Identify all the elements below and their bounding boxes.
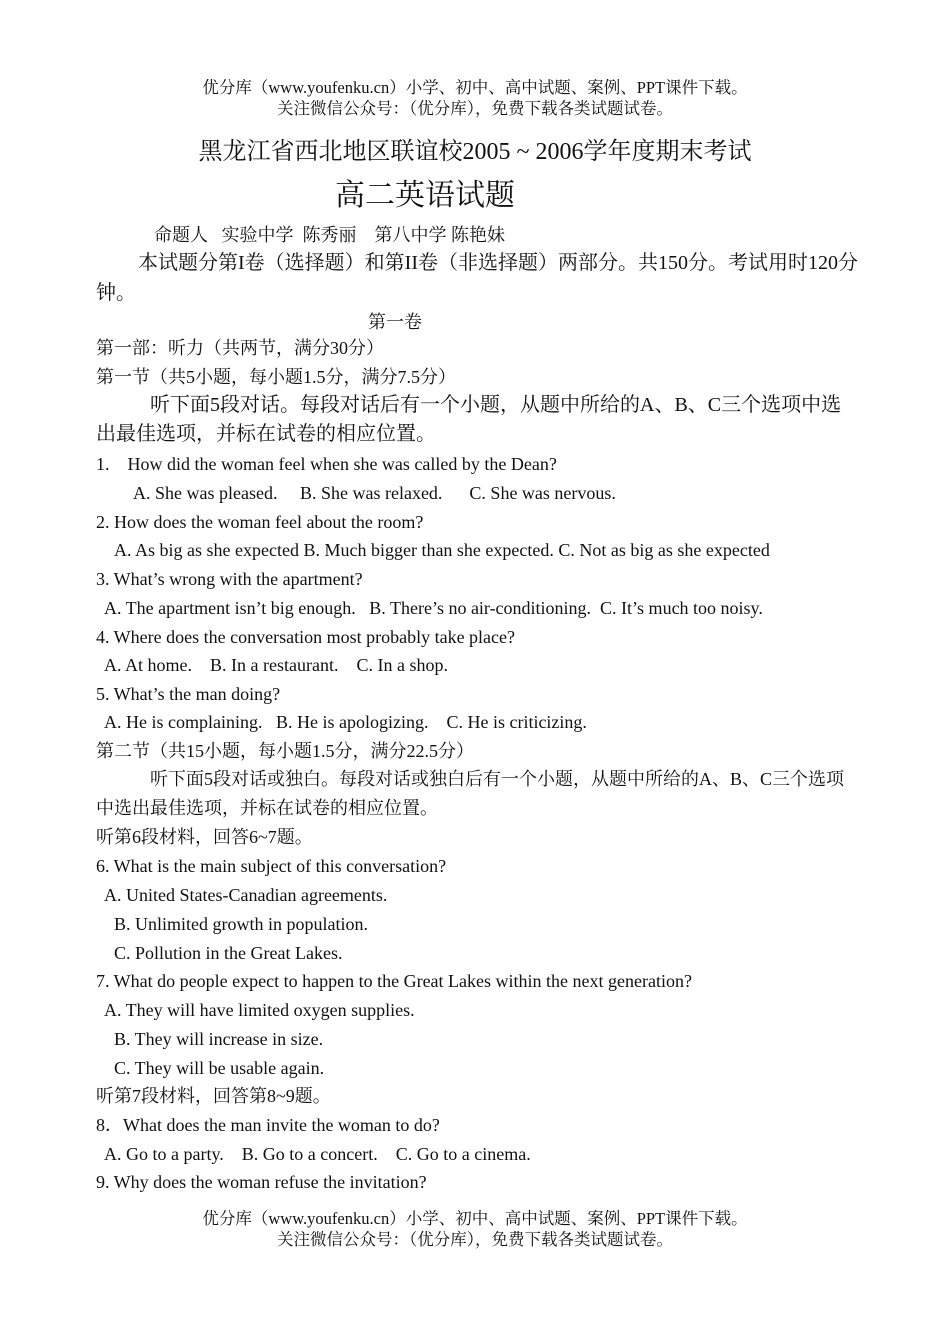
question-6-option-a: A. United States-Canadian agreements. (104, 885, 388, 905)
question-7-option-a: A. They will have limited oxygen supplies. (104, 1000, 415, 1020)
exam-intro: 本试题分第I卷（选择题）和第II卷（非选择题）两部分。共150分。考试用时120分钟。 (96, 252, 858, 304)
section2-heading: 第二节（共15小题，每小题1.5分，满分22.5分） (96, 741, 474, 761)
header-watermark-line1: 优分库（www.youfenku.cn）小学、初中、高中试题、案例、PPT课件下载。 (202, 78, 748, 97)
section2-instruction: 听下面5段对话或独白。每段对话或独白后有一个小题，从题中所给的A、B、C三个选项中选出最佳选项，并标在试卷的相应位置。 (96, 769, 845, 818)
question-3-options: A. The apartment isn’t big enough. B. There’s no air-conditioning. C. It’s much too noisy. (104, 598, 763, 618)
part1-heading: 第一部：听力（共两节，满分30分） (96, 338, 384, 358)
volume-heading: 第一卷 (368, 312, 422, 332)
question-4-options: A. At home. B. In a restaurant. C. In a shop. (104, 655, 448, 675)
section1-instruction: 听下面5段对话。每段对话后有一个小题，从题中所给的A、B、C三个选项中选出最佳选项，并标在试卷的相应位置。 (96, 394, 842, 445)
footer-watermark-line2: 关注微信公众号：（优分库），免费下载各类试题试卷。 (277, 1230, 673, 1249)
question-9: 9. Why does the woman refuse the invitation? (96, 1172, 427, 1192)
exam-title: 黑龙江省西北地区联谊校2005 ~ 2006学年度期末考试 (198, 139, 752, 165)
exam-authors: 命题人 实验中学 陈秀丽 第八中学 陈艳妹 (154, 225, 505, 245)
header-watermark-line2: 关注微信公众号：（优分库），免费下载各类试题试卷。 (277, 99, 673, 118)
question-6-option-c: C. Pollution in the Great Lakes. (114, 943, 343, 963)
material-7-note: 听第7段材料，回答第8~9题。 (96, 1086, 331, 1106)
header-watermark (0, 77, 950, 119)
question-6-option-b: B. Unlimited growth in population. (114, 914, 368, 934)
question-2: 2. How does the woman feel about the room? (96, 512, 424, 532)
section1-heading: 第一节（共5小题，每小题1.5分，满分7.5分） (96, 367, 456, 387)
question-4: 4. Where does the conversation most probably take place? (96, 627, 516, 647)
footer-watermark-line1: 优分库（www.youfenku.cn）小学、初中、高中试题、案例、PPT课件下载。 (202, 1209, 748, 1228)
question-5: 5. What’s the man doing? (96, 684, 281, 704)
question-2-options: A. As big as she expected B. Much bigger than she expected. C. Not as big as she expected (114, 540, 770, 560)
question-5-options: A. He is complaining. B. He is apologizing. C. He is criticizing. (104, 712, 587, 732)
footer-watermark (0, 1208, 950, 1250)
question-1: 1. How did the woman feel when she was called by the Dean? (96, 454, 557, 474)
question-7: 7. What do people expect to happen to the Great Lakes within the next generation? (96, 971, 692, 991)
material-6-note: 听第6段材料，回答6~7题。 (96, 827, 313, 847)
question-8: 8．What does the man invite the woman to do? (96, 1115, 440, 1135)
question-8-options: A. Go to a party. B. Go to a concert. C. Go to a cinema. (104, 1144, 531, 1164)
question-7-option-c: C. They will be usable again. (114, 1058, 325, 1078)
question-1-options: A. She was pleased. B. She was relaxed. C. She was nervous. (133, 483, 616, 503)
question-3: 3. What’s wrong with the apartment? (96, 569, 363, 589)
question-7-option-b: B. They will increase in size. (114, 1029, 324, 1049)
exam-subject: 高二英语试题 (335, 179, 515, 212)
question-6: 6. What is the main subject of this conversation? (96, 856, 447, 876)
